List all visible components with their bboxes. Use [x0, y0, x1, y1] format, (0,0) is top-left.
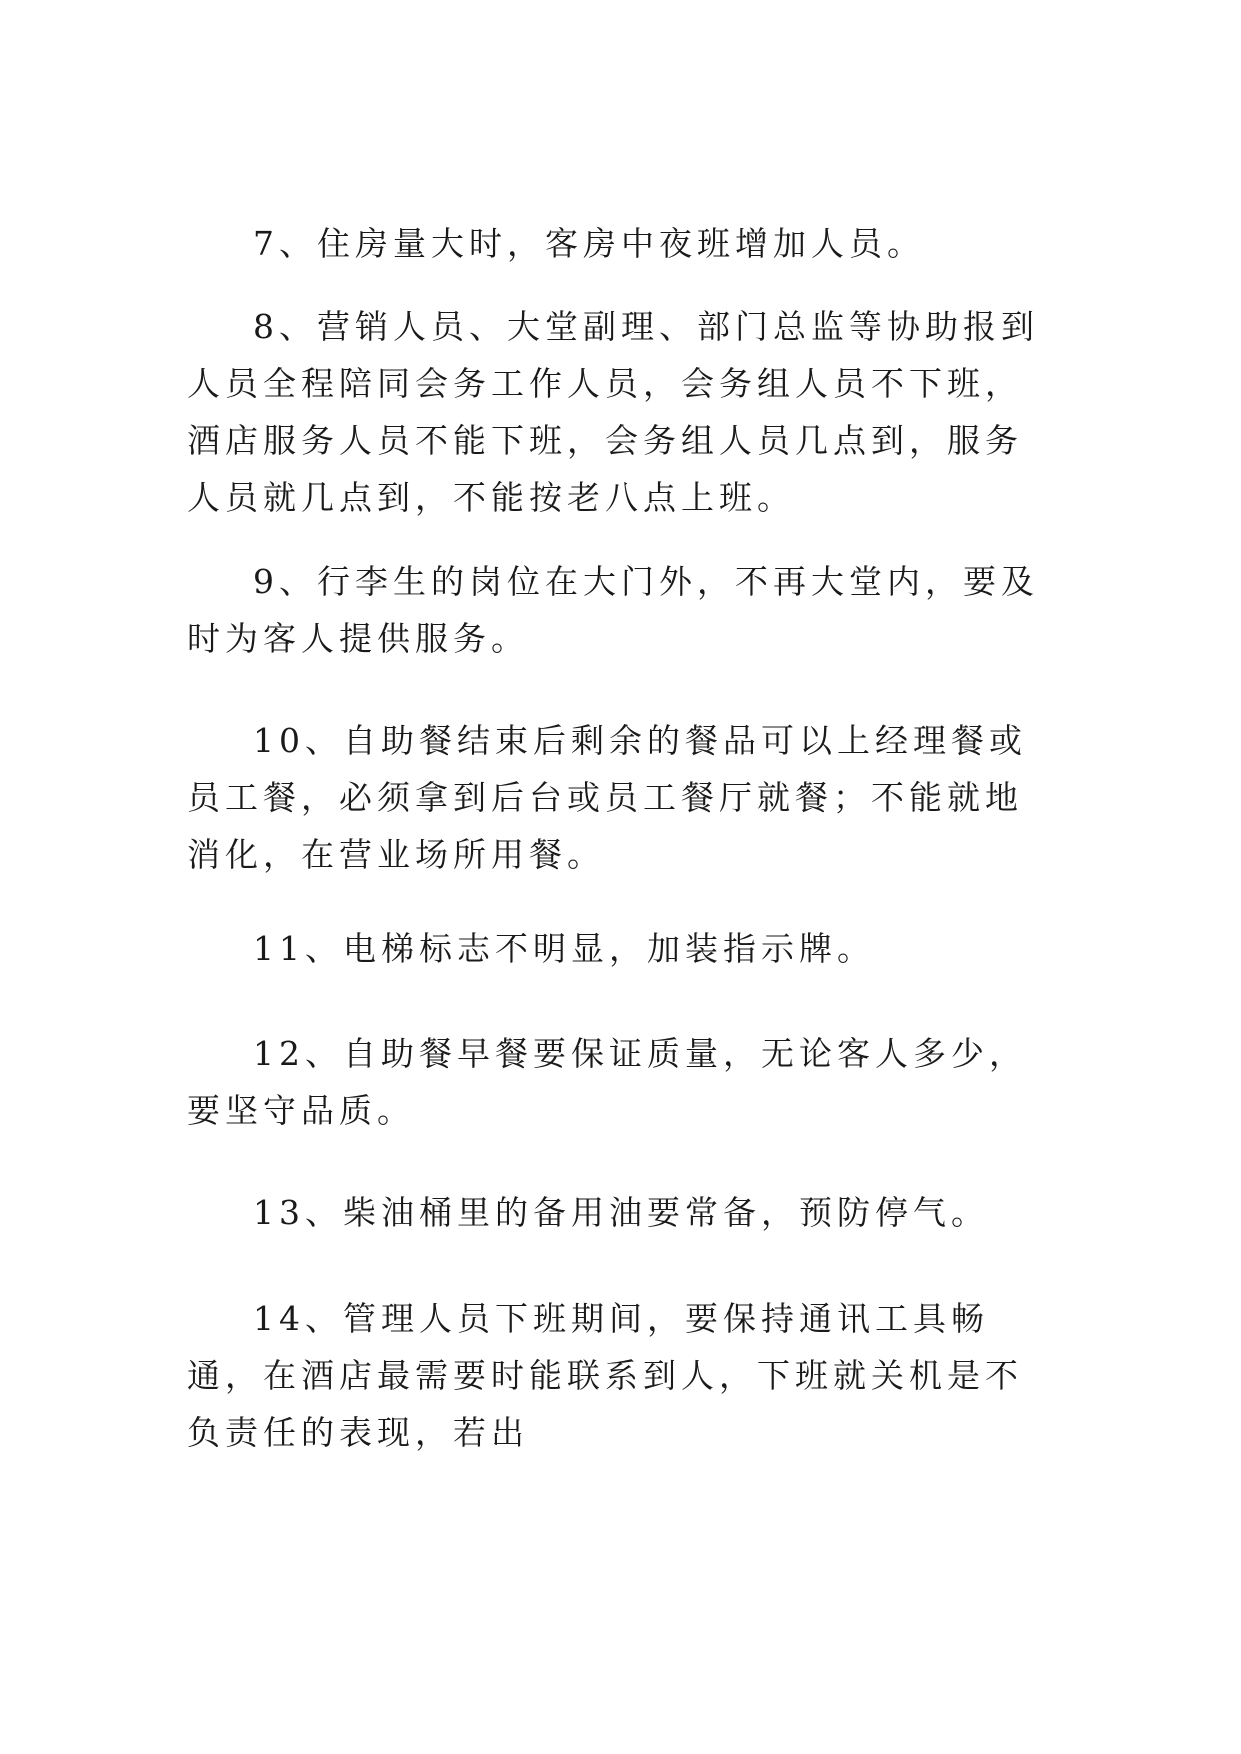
paragraph-item-7: 7、住房量大时，客房中夜班增加人员。	[253, 224, 925, 263]
paragraph-item-8: 8、营销人员、大堂副理、部门总监等协助报到人员全程陪同会务工作人员，会务组人员不下班，酒店服务人员不能下班，会务组人员几点到，服务人员就几点到，不能按老八点上班。	[187, 307, 1039, 517]
paragraph-item-14: 14、管理人员下班期间，要保持通讯工具畅通，在酒店最需要时能联系到人，下班就关机是不负责任的表现，若出	[187, 1299, 1023, 1452]
paragraph-item-9: 9、行李生的岗位在大门外，不再大堂内，要及时为客人提供服务。	[187, 562, 1039, 658]
paragraph-item-13: 13、柴油桶里的备用油要常备，预防停气。	[253, 1193, 989, 1232]
paragraph-item-11: 11、电梯标志不明显，加装指示牌。	[253, 929, 875, 968]
paragraph-item-10: 10、自助餐结束后剩余的餐品可以上经理餐或员工餐，必须拿到后台或员工餐厅就餐；不能就地消化，在营业场所用餐。	[187, 721, 1027, 874]
paragraph-item-12: 12、自助餐早餐要保证质量，无论客人多少，要坚守品质。	[187, 1034, 1027, 1130]
